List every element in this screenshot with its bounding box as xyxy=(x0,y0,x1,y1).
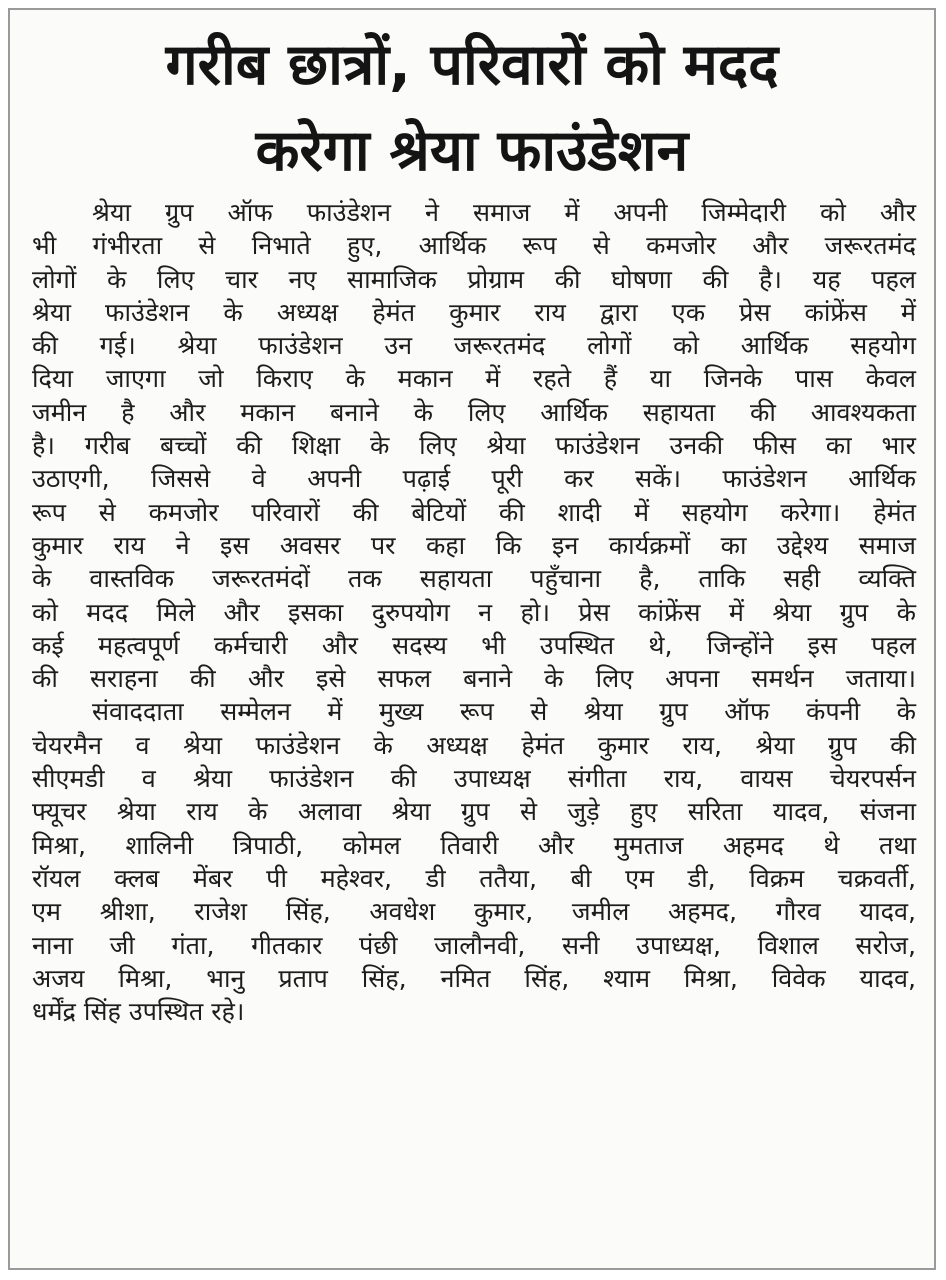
paragraph-2 xyxy=(32,695,916,1028)
text-line: जमीन है और मकान बनाने के लिए आर्थिक सहायता की आवश्यकता xyxy=(32,397,916,427)
text-line: सीएमडी व श्रेया फाउंडेशन की उपाध्यक्ष संगीता राय, वायस चेयरपर्सन xyxy=(32,764,916,794)
text-line: चेयरमैन व श्रेया फाउंडेशन के अध्यक्ष हेमंत कुमार राय, श्रेया ग्रुप की xyxy=(32,730,916,760)
headline-line-2: करेगा श्रेया फाउंडेशन xyxy=(255,118,689,184)
text-line: मिश्रा, शालिनी त्रिपाठी, कोमल तिवारी और मुमताज अहमद थे तथा xyxy=(32,830,916,860)
text-line: श्रेया फाउंडेशन के अध्यक्ष हेमंत कुमार राय द्वारा एक प्रेस कांफ्रेंस में xyxy=(32,297,916,327)
text-line: धर्मेंद्र सिंह उपस्थित रहे। xyxy=(32,997,245,1027)
text-line: के वास्तविक जरूरतमंदों तक सहायता पहुँचाना है, ताकि सही व्यक्ति xyxy=(32,564,916,594)
paragraph-1 xyxy=(32,196,916,695)
text-line: कुमार राय ने इस अवसर पर कहा कि इन कार्यक्रमों का उद्देश्य समाज xyxy=(32,530,916,560)
text-line: लोगों के लिए चार नए सामाजिक प्रोग्राम की घोषणा की है। यह पहल xyxy=(32,264,916,294)
text-line: को मदद मिले और इसका दुरुपयोग न हो। प्रेस कांफ्रेंस में श्रेया ग्रुप के xyxy=(32,597,916,627)
text-line: कई महत्वपूर्ण कर्मचारी और सदस्य भी उपस्थित थे, जिन्होंने इस पहल xyxy=(32,630,916,660)
text-line: की गई। श्रेया फाउंडेशन उन जरूरतमंद लोगों को आर्थिक सहयोग xyxy=(32,331,916,361)
headline xyxy=(10,22,934,194)
text-line: अजय मिश्रा, भानु प्रताप सिंह, नमित सिंह, श्याम मिश्रा, विवेक यादव, xyxy=(32,963,916,993)
text-line: फ्यूचर श्रेया राय के अलावा श्रेया ग्रुप से जुड़े हुए सरिता यादव, संजना xyxy=(32,797,916,827)
text-line: उठाएगी, जिससे वे अपनी पढ़ाई पूरी कर सकें। फाउंडेशन आर्थिक xyxy=(32,464,916,494)
text-line: रूप से कमजोर परिवारों की बेटियों की शादी में सहयोग करेगा। हेमंत xyxy=(32,497,916,527)
text-line: की सराहना की और इसे सफल बनाने के लिए अपना समर्थन जताया। xyxy=(32,664,916,694)
text-line: रॉयल क्लब मेंबर पी महेश्वर, डी ततैया, बी एम डी, विक्रम चक्रवर्ती, xyxy=(32,863,916,893)
text-line: संवाददाता सम्मेलन में मुख्य रूप से श्रेया ग्रुप ऑफ कंपनी के xyxy=(92,697,916,727)
text-line: है। गरीब बच्चों की शिक्षा के लिए श्रेया फाउंडेशन उनकी फीस का भार xyxy=(32,431,916,461)
headline-line-1: गरीब छात्रों, परिवारों को मदद xyxy=(165,32,779,98)
text-line: दिया जाएगा जो किराए के मकान में रहते हैं या जिनके पास केवल xyxy=(32,364,916,394)
text-line: श्रेया ग्रुप ऑफ फाउंडेशन ने समाज में अपनी जिम्मेदारी को और xyxy=(92,198,916,227)
text-line: नाना जी गंता, गीतकार पंछी जालौनवी, सनी उपाध्यक्ष, विशाल सरोज, xyxy=(32,930,916,960)
newspaper-clipping xyxy=(8,8,936,1270)
article-body xyxy=(32,196,916,1028)
text-line: भी गंभीरता से निभाते हुए, आर्थिक रूप से कमजोर और जरूरतमंद xyxy=(32,231,916,261)
text-line: एम श्रीशा, राजेश सिंह, अवधेश कुमार, जमील अहमद, गौरव यादव, xyxy=(32,897,916,927)
